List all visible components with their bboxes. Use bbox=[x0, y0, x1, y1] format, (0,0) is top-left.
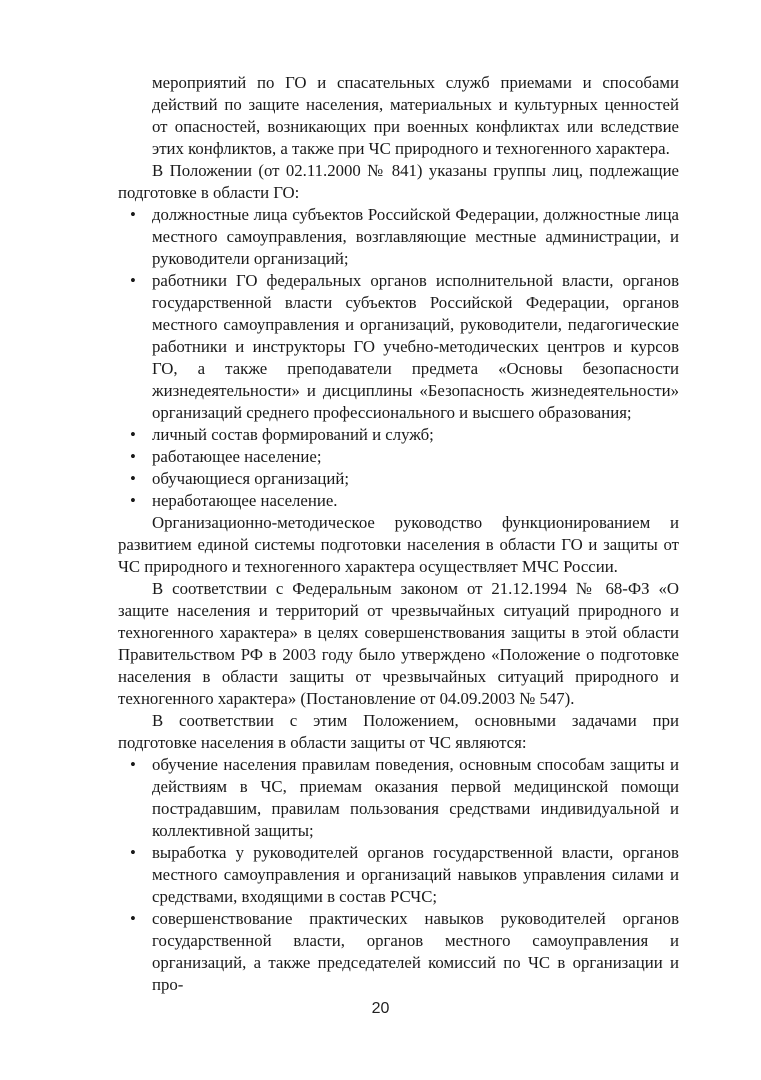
bullet-icon: • bbox=[130, 909, 136, 928]
paragraph-federal-law: В соответствии с Федеральным законом от 21.12.1994 № 68-ФЗ «О защите населения и территорий от чрезвычайных ситуаций природного и техногенного характера» в целях совершенствования защиты в этой области Правительством РФ в 2003 году было утверждено «Положение о подготовке населения в области защиты от чрезвычайных ситуаций природного и техногенного характера» (Постановление от 04.09.2003 № 547). bbox=[118, 579, 679, 708]
list-item: • неработающее население. bbox=[130, 491, 338, 510]
bullet-icon: • bbox=[130, 425, 136, 444]
list-item: • должностные лица субъектов Российской Федерации, должностные лица местного самоуправления, возглавляющие местные администрации, и руководители организаций; bbox=[130, 205, 679, 268]
tasks-list bbox=[118, 754, 679, 996]
bullet-icon: • bbox=[130, 205, 136, 224]
paragraph-methodology: Организационно-методическое руководство функционированием и развитием единой системы подготовки населения в области ГО и защиты от ЧС природного и техногенного характера осуществляет МЧС России. bbox=[118, 513, 679, 576]
list-item: • обучающиеся организаций; bbox=[130, 469, 349, 488]
list-item: • работающее население; bbox=[130, 447, 322, 466]
list-item: • совершенствование практических навыков руководителей органов государственной власти, органов местного самоуправления и организаций, а также председателей комиссий по ЧС в организации и про- bbox=[130, 909, 679, 994]
list-item: • личный состав формирований и служб; bbox=[130, 425, 434, 444]
list-item: • выработка у руководителей органов государственной власти, органов местного самоуправления и организаций навыков управления силами и средствами, входящими в состав РСЧС; bbox=[130, 843, 679, 906]
list-item: • обучение населения правилам поведения, основным способам защиты и действиям в ЧС, приемам оказания первой медицинской помощи пострадавшим, правилам пользования средствами индивидуальной и коллективной защиты; bbox=[130, 755, 679, 840]
groups-list bbox=[118, 204, 679, 512]
page-number: 20 bbox=[371, 1000, 390, 1017]
bullet-icon: • bbox=[130, 469, 136, 488]
bullet-icon: • bbox=[130, 755, 136, 774]
paragraph-groups-intro: В Положении (от 02.11.2000 № 841) указаны группы лиц, подлежащие подготовке в области ГО: bbox=[118, 161, 679, 202]
bullet-icon: • bbox=[130, 271, 136, 290]
bullet-icon: • bbox=[130, 843, 136, 862]
paragraph-tasks-intro: В соответствии с этим Положением, основными задачами при подготовке населения в области защиты от ЧС являются: bbox=[118, 711, 679, 752]
list-item: • работники ГО федеральных органов исполнительной власти, органов государственной власти субъектов Российской Федерации, органов местного самоуправления и организаций, руководители, педагогические работники и инструкторы ГО учебно-методических центров и курсов ГО, а также преподаватели предмета «Основы безопасности жизнедеятельности» и дисциплины «Безопасность жизнедеятельности» организаций среднего профессионального и высшего образования; bbox=[130, 271, 679, 422]
document-page bbox=[118, 72, 679, 996]
bullet-icon: • bbox=[130, 447, 136, 466]
paragraph-continuation: мероприятий по ГО и спасательных служб приемами и способами действий по защите населения, материальных и культурных ценностей от опасностей, возникающих при военных конфликтах или вследствие этих конфликтов, а также при ЧС природного и техногенного характера. bbox=[152, 73, 679, 158]
bullet-icon: • bbox=[130, 491, 136, 510]
